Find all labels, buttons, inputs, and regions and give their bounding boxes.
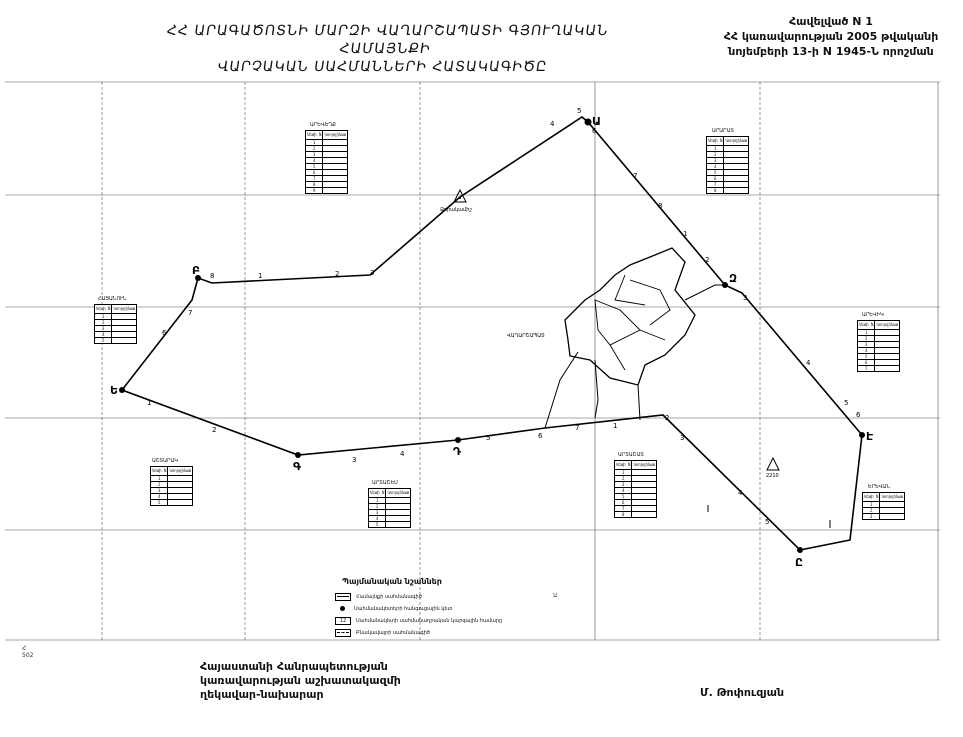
- coord-table: Կետի N Կոորդինատ 1 2 3 4 5 6 7: [859, 322, 899, 371]
- boundary-point-label: Ա: [592, 115, 601, 128]
- svg-text:5: 5: [486, 434, 491, 442]
- boundary-line-icon: [335, 593, 351, 601]
- svg-text:4: 4: [550, 120, 555, 128]
- annex-line1: Հավելված N 1: [789, 15, 873, 28]
- node-point-icon: [335, 606, 349, 612]
- boundary-point-label: Գ: [293, 460, 302, 473]
- boundary-point-label: Դ: [453, 445, 462, 458]
- svg-text:5: 5: [765, 518, 770, 526]
- svg-text:1: 1: [613, 422, 618, 430]
- footer-org-line3: ղեկավար-նախարար: [200, 688, 324, 701]
- svg-text:7: 7: [188, 309, 193, 317]
- coord-table-caption: ԱՐՏԱՇԵՍ: [372, 480, 398, 486]
- signature-name: Մ. Թոփուզյան: [700, 686, 785, 699]
- coord-table-caption: ԵՐԵՎԱՆ: [868, 484, 891, 490]
- svg-text:3: 3: [680, 434, 685, 442]
- legend-item: Սահմանակետերի հանգուցային կետ: [335, 604, 452, 613]
- svg-text:5: 5: [577, 107, 582, 115]
- coord-table-caption: ԱՐԵՎԻԿ: [862, 312, 884, 318]
- map-title-line2: ՎԱՐՉԱԿԱՆ ՍԱՀՄԱՆՆԵՐԻ ՀԱՏԱԿԱԳԻԾԸ: [216, 59, 549, 75]
- svg-text:6: 6: [538, 432, 543, 440]
- legend-title: Պայմանական նշաններ: [342, 577, 442, 586]
- svg-text:1: 1: [147, 399, 152, 407]
- coord-table-caption: ԱՐՏԱՇԱՏ: [618, 452, 644, 458]
- coord-table-caption: ՀԱՅԱՆՈՒՆ: [98, 296, 127, 302]
- svg-text:7: 7: [575, 424, 580, 432]
- boundary-point-label: Զ: [729, 272, 738, 285]
- svg-text:2: 2: [665, 414, 670, 422]
- coord-table: Կետի N Կոորդինատ 1 2 3 4 5 6 7 8: [708, 138, 748, 193]
- settlement-boundary-icon: [335, 629, 351, 637]
- svg-text:6: 6: [162, 329, 167, 337]
- svg-text:2: 2: [335, 270, 340, 278]
- svg-text:3: 3: [352, 456, 357, 464]
- scan-artifact: ⸚: [553, 588, 558, 604]
- footer-organization: [200, 660, 401, 702]
- summit-marker-1: [440, 190, 472, 213]
- svg-text:6: 6: [592, 127, 597, 135]
- coord-table: Կետի N Կոորդինատ 1 2 3 4 5 6 7 8 9: [307, 132, 347, 193]
- coord-table-caption: ԱՇՏԱՐԱԿ: [152, 458, 178, 464]
- svg-text:3: 3: [370, 269, 375, 277]
- boundary-point-label: Է: [866, 430, 874, 443]
- summit-marker-2: [766, 458, 779, 479]
- svg-text:6: 6: [856, 411, 861, 419]
- annex-line3: նոյեմբերի 13-ի N 1945-Ն որոշման: [728, 45, 934, 58]
- margin-note: Հ 502: [22, 645, 34, 659]
- svg-text:1: 1: [683, 230, 688, 238]
- segment-labels: [147, 107, 861, 526]
- boundary-point-label: Ե: [110, 384, 119, 397]
- svg-text:5: 5: [844, 399, 849, 407]
- settlement-outline: [565, 248, 695, 385]
- settlement-label: ՎԱՂԱՐՇԱՊԱՏ: [507, 333, 545, 339]
- svg-text:4: 4: [738, 489, 743, 497]
- svg-text:4: 4: [400, 450, 405, 458]
- svg-text:2: 2: [212, 426, 217, 434]
- coord-table: Կետի N Կոորդինատ 1 2 3: [864, 494, 904, 519]
- community-boundary-line: [122, 117, 862, 550]
- legend-item: Բնակավայրի սահմանագիծ: [335, 628, 430, 637]
- svg-text:8: 8: [658, 202, 663, 210]
- boundary-point-label: Ը: [795, 556, 803, 569]
- svg-text:1: 1: [258, 272, 263, 280]
- coord-table-caption: ԱՐԱՐԱՏ: [712, 128, 734, 134]
- legend-item: Համայնքի սահմանագիծ: [335, 592, 422, 601]
- svg-text:2: 2: [705, 256, 710, 264]
- annex-line2: ՀՀ կառավարության 2005 թվականի: [723, 30, 939, 43]
- svg-text:7: 7: [633, 172, 638, 180]
- legend-item: 12 Սահմանակետի սահմանադրական կարգային համարը: [335, 616, 502, 625]
- footer-org-line2: կառավարության աշխատակազմի: [200, 674, 401, 687]
- svg-text:3: 3: [743, 294, 748, 302]
- boundary-nodes: [119, 119, 865, 554]
- boundary-point-label: Բ: [192, 264, 201, 277]
- svg-text:Ձորակամիշ: Ձորակամիշ: [440, 207, 472, 213]
- coord-table-caption: ԱՐԵՎԵՂՔ: [310, 122, 336, 128]
- svg-text:4: 4: [806, 359, 811, 367]
- coord-table: Կետի N Կոորդինատ 1 2 3 4 5: [370, 490, 410, 527]
- segment-number-icon: 12: [335, 617, 351, 625]
- svg-text:8: 8: [210, 272, 215, 280]
- coord-table: Կետի N Կոորդինատ 1 2 3 4 5: [152, 468, 192, 505]
- coord-table: Կետի N Կոորդինատ 1 2 3 4 5: [96, 306, 136, 343]
- footer-org-line1: Հայաստանի Հանրապետության: [200, 660, 388, 673]
- coord-table: Կետի N Կոորդինատ 1 2 3 4 5 6 7 8: [616, 462, 656, 517]
- svg-text:2210: 2210: [766, 473, 779, 479]
- map-title-line1: ՀՀ ԱՐԱԳԱԾՈՏՆԻ ՄԱՐԶԻ ՎԱՂԱՐՇԱՊԱՏԻ ԳՅՈՒՂԱԿԱՆ ՀԱՄԱՅՆՔԻ: [165, 23, 610, 57]
